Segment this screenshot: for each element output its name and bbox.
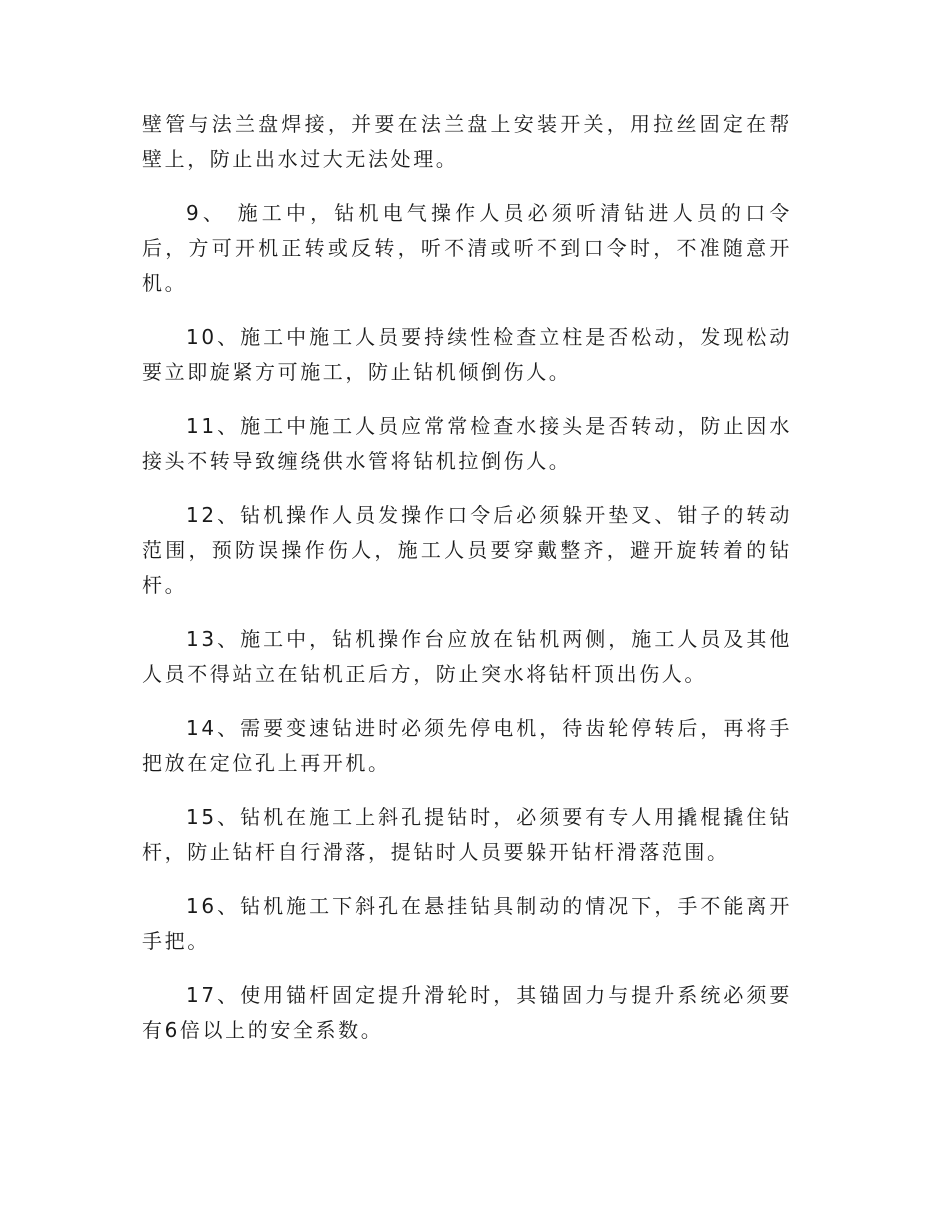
- paragraph-continuation: 壁管与法兰盘焊接，并要在法兰盘上安装开关，用拉丝固定在帮壁上，防止出水过大无法处理。: [142, 112, 792, 171]
- paragraph-item-11: 11、施工中施工人员应常常检查水接头是否转动，防止因水接头不转导致缠绕供水管将钻机拉倒伤人。: [142, 414, 792, 473]
- paragraph-item-17: 17、使用锚杆固定提升滑轮时，其锚固力与提升系统必须要有6倍以上的安全系数。: [142, 983, 792, 1042]
- paragraph-item-13: 13、施工中，钻机操作台应放在钻机两侧，施工人员及其他人员不得站立在钻机正后方，防止突水将钻杆顶出伤人。: [142, 627, 792, 686]
- paragraph-item-9: 9、 施工中，钻机电气操作人员必须听清钻进人员的口令后，方可开机正转或反转，听不清或听不到口令时，不准随意开机。: [142, 201, 792, 295]
- paragraph-item-10: 10、施工中施工人员要持续性检查立柱是否松动，发现松动要立即旋紧方可施工，防止钻机倾倒伤人。: [142, 325, 792, 384]
- paragraph-item-16: 16、钻机施工下斜孔在悬挂钻具制动的情况下，手不能离开手把。: [142, 894, 792, 953]
- paragraph-item-15: 15、钻机在施工上斜孔提钻时，必须要有专人用撬棍撬住钻杆，防止钻杆自行滑落，提钻时人员要躲开钻杆滑落范围。: [142, 805, 792, 864]
- paragraph-item-12: 12、钻机操作人员发操作口令后必须躲开垫叉、钳子的转动范围，预防误操作伤人，施工人员要穿戴整齐，避开旋转着的钻杆。: [142, 503, 792, 597]
- paragraph-item-14: 14、需要变速钻进时必须先停电机，待齿轮停转后，再将手把放在定位孔上再开机。: [142, 716, 792, 775]
- document-body: [142, 107, 792, 1067]
